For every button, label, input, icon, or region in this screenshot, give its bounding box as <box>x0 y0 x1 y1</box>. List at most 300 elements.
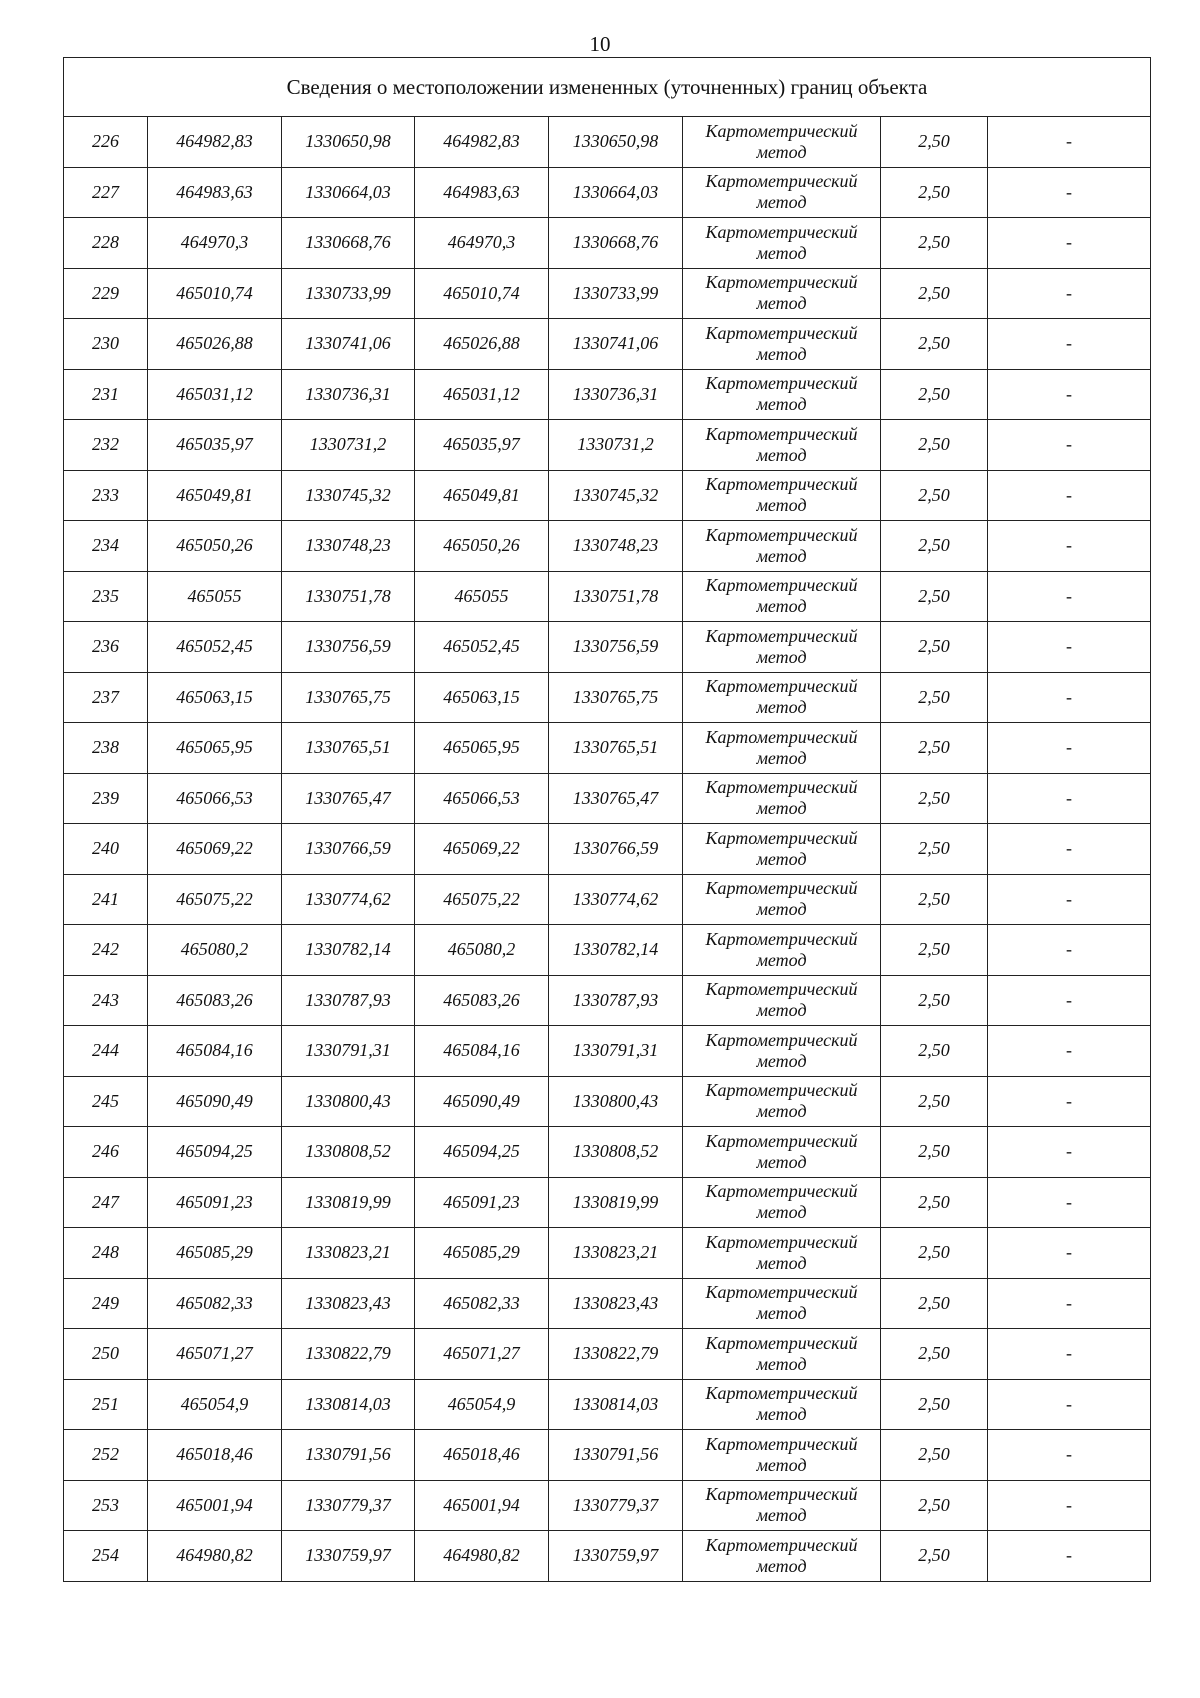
method-line-1: Картометрический <box>705 423 858 444</box>
table-row <box>64 672 1151 723</box>
description-cell: - <box>988 622 1151 673</box>
method-line-2: метод <box>756 1505 807 1526</box>
description-cell: - <box>988 824 1151 875</box>
y-existing-cell: 1330787,93 <box>282 975 415 1026</box>
y-existing-cell: 1330733,99 <box>282 268 415 319</box>
y-existing-cell: 1330782,14 <box>282 925 415 976</box>
accuracy-cell: 2,50 <box>881 369 988 420</box>
point-number-cell: 244 <box>64 1026 148 1077</box>
y-existing-cell: 1330668,76 <box>282 218 415 269</box>
table-row <box>64 1531 1151 1582</box>
y-new-cell: 1330774,62 <box>549 874 683 925</box>
table-row <box>64 773 1151 824</box>
x-existing-cell: 465094,25 <box>148 1127 282 1178</box>
x-new-cell: 465090,49 <box>415 1076 549 1127</box>
point-number-cell: 233 <box>64 470 148 521</box>
x-new-cell: 465071,27 <box>415 1329 549 1380</box>
description-cell: - <box>988 369 1151 420</box>
y-new-cell: 1330800,43 <box>549 1076 683 1127</box>
method-line-1: Картометрический <box>705 474 858 495</box>
point-number-cell: 237 <box>64 672 148 723</box>
accuracy-cell: 2,50 <box>881 470 988 521</box>
y-existing-cell: 1330741,06 <box>282 319 415 370</box>
table-row <box>64 1278 1151 1329</box>
y-existing-cell: 1330774,62 <box>282 874 415 925</box>
method-line-2: метод <box>756 1555 807 1576</box>
y-new-cell: 1330650,98 <box>549 117 683 168</box>
accuracy-cell: 2,50 <box>881 1076 988 1127</box>
x-existing-cell: 465031,12 <box>148 369 282 420</box>
y-existing-cell: 1330766,59 <box>282 824 415 875</box>
y-new-cell: 1330748,23 <box>549 521 683 572</box>
x-existing-cell: 465075,22 <box>148 874 282 925</box>
description-cell: - <box>988 773 1151 824</box>
point-number-cell: 254 <box>64 1531 148 1582</box>
accuracy-cell: 2,50 <box>881 824 988 875</box>
y-existing-cell: 1330751,78 <box>282 571 415 622</box>
method-line-1: Картометрический <box>705 1282 858 1303</box>
description-cell: - <box>988 723 1151 774</box>
y-new-cell: 1330756,59 <box>549 622 683 673</box>
y-existing-cell: 1330736,31 <box>282 369 415 420</box>
point-number-cell: 252 <box>64 1430 148 1481</box>
table-row <box>64 218 1151 269</box>
method-line-1: Картометрический <box>705 878 858 899</box>
point-number-cell: 236 <box>64 622 148 673</box>
y-new-cell: 1330765,75 <box>549 672 683 723</box>
method-line-1: Картометрический <box>705 1332 858 1353</box>
x-existing-cell: 464982,83 <box>148 117 282 168</box>
accuracy-cell: 2,50 <box>881 1329 988 1380</box>
point-number-cell: 253 <box>64 1480 148 1531</box>
method-line-1: Картометрический <box>705 625 858 646</box>
method-line-2: метод <box>756 1303 807 1324</box>
table-row <box>64 1379 1151 1430</box>
accuracy-cell: 2,50 <box>881 975 988 1026</box>
method-cell <box>683 672 881 723</box>
x-existing-cell: 465055 <box>148 571 282 622</box>
y-new-cell: 1330822,79 <box>549 1329 683 1380</box>
x-new-cell: 465049,81 <box>415 470 549 521</box>
accuracy-cell: 2,50 <box>881 218 988 269</box>
point-number-cell: 242 <box>64 925 148 976</box>
description-cell: - <box>988 1379 1151 1430</box>
description-cell: - <box>988 874 1151 925</box>
x-existing-cell: 465035,97 <box>148 420 282 471</box>
accuracy-cell: 2,50 <box>881 1379 988 1430</box>
y-existing-cell: 1330823,21 <box>282 1228 415 1279</box>
description-cell: - <box>988 1430 1151 1481</box>
point-number-cell: 243 <box>64 975 148 1026</box>
x-existing-cell: 465026,88 <box>148 319 282 370</box>
method-line-2: метод <box>756 1454 807 1475</box>
y-new-cell: 1330823,43 <box>549 1278 683 1329</box>
x-new-cell: 465075,22 <box>415 874 549 925</box>
method-cell <box>683 925 881 976</box>
y-existing-cell: 1330808,52 <box>282 1127 415 1178</box>
table-row <box>64 975 1151 1026</box>
method-line-1: Картометрический <box>705 777 858 798</box>
method-line-1: Картометрический <box>705 120 858 141</box>
y-existing-cell: 1330814,03 <box>282 1379 415 1430</box>
description-cell: - <box>988 268 1151 319</box>
y-new-cell: 1330791,31 <box>549 1026 683 1077</box>
table-row <box>64 571 1151 622</box>
y-new-cell: 1330787,93 <box>549 975 683 1026</box>
point-number-cell: 250 <box>64 1329 148 1380</box>
method-line-2: метод <box>756 545 807 566</box>
point-number-cell: 228 <box>64 218 148 269</box>
accuracy-cell: 2,50 <box>881 925 988 976</box>
accuracy-cell: 2,50 <box>881 874 988 925</box>
method-line-2: метод <box>756 1151 807 1172</box>
y-new-cell: 1330745,32 <box>549 470 683 521</box>
table-row <box>64 1127 1151 1178</box>
point-number-cell: 239 <box>64 773 148 824</box>
table-row <box>64 925 1151 976</box>
y-existing-cell: 1330731,2 <box>282 420 415 471</box>
accuracy-cell: 2,50 <box>881 622 988 673</box>
description-cell: - <box>988 1329 1151 1380</box>
method-line-1: Картометрический <box>705 827 858 848</box>
method-cell <box>683 1127 881 1178</box>
method-line-2: метод <box>756 1252 807 1273</box>
method-line-1: Картометрический <box>705 1080 858 1101</box>
method-cell <box>683 1329 881 1380</box>
method-line-1: Картометрический <box>705 221 858 242</box>
x-new-cell: 465063,15 <box>415 672 549 723</box>
accuracy-cell: 2,50 <box>881 723 988 774</box>
y-new-cell: 1330766,59 <box>549 824 683 875</box>
method-cell <box>683 218 881 269</box>
y-existing-cell: 1330819,99 <box>282 1177 415 1228</box>
method-cell <box>683 1076 881 1127</box>
y-new-cell: 1330779,37 <box>549 1480 683 1531</box>
x-new-cell: 465052,45 <box>415 622 549 673</box>
accuracy-cell: 2,50 <box>881 268 988 319</box>
x-existing-cell: 464983,63 <box>148 167 282 218</box>
method-line-1: Картометрический <box>705 373 858 394</box>
method-line-2: метод <box>756 596 807 617</box>
x-existing-cell: 465082,33 <box>148 1278 282 1329</box>
method-cell <box>683 369 881 420</box>
method-line-2: метод <box>756 192 807 213</box>
y-new-cell: 1330791,56 <box>549 1430 683 1481</box>
x-new-cell: 464983,63 <box>415 167 549 218</box>
y-new-cell: 1330741,06 <box>549 319 683 370</box>
x-existing-cell: 465065,95 <box>148 723 282 774</box>
x-existing-cell: 465080,2 <box>148 925 282 976</box>
accuracy-cell: 2,50 <box>881 319 988 370</box>
method-line-2: метод <box>756 1353 807 1374</box>
method-line-2: метод <box>756 798 807 819</box>
accuracy-cell: 2,50 <box>881 117 988 168</box>
y-existing-cell: 1330779,37 <box>282 1480 415 1531</box>
table-row <box>64 1076 1151 1127</box>
accuracy-cell: 2,50 <box>881 571 988 622</box>
method-cell <box>683 874 881 925</box>
method-cell <box>683 723 881 774</box>
x-new-cell: 465091,23 <box>415 1177 549 1228</box>
y-existing-cell: 1330745,32 <box>282 470 415 521</box>
x-existing-cell: 464980,82 <box>148 1531 282 1582</box>
point-number-cell: 247 <box>64 1177 148 1228</box>
accuracy-cell: 2,50 <box>881 1480 988 1531</box>
x-new-cell: 465050,26 <box>415 521 549 572</box>
table-row <box>64 622 1151 673</box>
description-cell: - <box>988 470 1151 521</box>
method-cell <box>683 824 881 875</box>
x-new-cell: 464970,3 <box>415 218 549 269</box>
method-line-1: Картометрический <box>705 1433 858 1454</box>
y-existing-cell: 1330765,75 <box>282 672 415 723</box>
x-existing-cell: 465054,9 <box>148 1379 282 1430</box>
method-line-1: Картометрический <box>705 322 858 343</box>
method-cell <box>683 117 881 168</box>
accuracy-cell: 2,50 <box>881 1177 988 1228</box>
y-existing-cell: 1330822,79 <box>282 1329 415 1380</box>
point-number-cell: 246 <box>64 1127 148 1178</box>
accuracy-cell: 2,50 <box>881 420 988 471</box>
method-line-2: метод <box>756 1101 807 1122</box>
table-row <box>64 268 1151 319</box>
x-existing-cell: 465049,81 <box>148 470 282 521</box>
x-existing-cell: 464970,3 <box>148 218 282 269</box>
x-existing-cell: 465091,23 <box>148 1177 282 1228</box>
accuracy-cell: 2,50 <box>881 167 988 218</box>
y-existing-cell: 1330664,03 <box>282 167 415 218</box>
x-new-cell: 464982,83 <box>415 117 549 168</box>
method-line-2: метод <box>756 949 807 970</box>
y-existing-cell: 1330823,43 <box>282 1278 415 1329</box>
table-row <box>64 319 1151 370</box>
point-number-cell: 249 <box>64 1278 148 1329</box>
y-new-cell: 1330664,03 <box>549 167 683 218</box>
method-cell <box>683 1430 881 1481</box>
method-line-1: Картометрический <box>705 1383 858 1404</box>
method-cell <box>683 420 881 471</box>
description-cell: - <box>988 1531 1151 1582</box>
method-line-1: Картометрический <box>705 979 858 1000</box>
method-line-1: Картометрический <box>705 928 858 949</box>
x-new-cell: 465026,88 <box>415 319 549 370</box>
description-cell: - <box>988 319 1151 370</box>
x-existing-cell: 465066,53 <box>148 773 282 824</box>
method-line-1: Картометрический <box>705 524 858 545</box>
x-existing-cell: 465085,29 <box>148 1228 282 1279</box>
description-cell: - <box>988 1076 1151 1127</box>
method-line-2: метод <box>756 444 807 465</box>
method-cell <box>683 1531 881 1582</box>
x-existing-cell: 465001,94 <box>148 1480 282 1531</box>
method-line-1: Картометрический <box>705 676 858 697</box>
table-title: Сведения о местоположении измененных (уточненных) границ объекта <box>64 58 1151 117</box>
table-row <box>64 521 1151 572</box>
y-existing-cell: 1330791,56 <box>282 1430 415 1481</box>
x-existing-cell: 465071,27 <box>148 1329 282 1380</box>
method-cell <box>683 1026 881 1077</box>
y-existing-cell: 1330748,23 <box>282 521 415 572</box>
y-new-cell: 1330668,76 <box>549 218 683 269</box>
y-existing-cell: 1330650,98 <box>282 117 415 168</box>
x-existing-cell: 465069,22 <box>148 824 282 875</box>
accuracy-cell: 2,50 <box>881 773 988 824</box>
method-line-2: метод <box>756 1404 807 1425</box>
point-number-cell: 248 <box>64 1228 148 1279</box>
table-row <box>64 1228 1151 1279</box>
description-cell: - <box>988 1480 1151 1531</box>
x-existing-cell: 465063,15 <box>148 672 282 723</box>
method-line-2: метод <box>756 343 807 364</box>
point-number-cell: 238 <box>64 723 148 774</box>
y-existing-cell: 1330791,31 <box>282 1026 415 1077</box>
method-line-2: метод <box>756 242 807 263</box>
point-number-cell: 251 <box>64 1379 148 1430</box>
x-new-cell: 465001,94 <box>415 1480 549 1531</box>
table-row <box>64 117 1151 168</box>
method-line-1: Картометрический <box>705 1029 858 1050</box>
method-cell <box>683 167 881 218</box>
description-cell: - <box>988 167 1151 218</box>
x-existing-cell: 465084,16 <box>148 1026 282 1077</box>
x-existing-cell: 465018,46 <box>148 1430 282 1481</box>
x-existing-cell: 465010,74 <box>148 268 282 319</box>
y-new-cell: 1330814,03 <box>549 1379 683 1430</box>
table-row <box>64 1177 1151 1228</box>
y-new-cell: 1330751,78 <box>549 571 683 622</box>
x-new-cell: 465018,46 <box>415 1430 549 1481</box>
y-existing-cell: 1330756,59 <box>282 622 415 673</box>
table-row <box>64 824 1151 875</box>
method-cell <box>683 268 881 319</box>
y-new-cell: 1330731,2 <box>549 420 683 471</box>
description-cell: - <box>988 925 1151 976</box>
point-number-cell: 231 <box>64 369 148 420</box>
table-row <box>64 1480 1151 1531</box>
method-line-1: Картометрический <box>705 1534 858 1555</box>
y-new-cell: 1330733,99 <box>549 268 683 319</box>
y-new-cell: 1330823,21 <box>549 1228 683 1279</box>
accuracy-cell: 2,50 <box>881 1531 988 1582</box>
method-cell <box>683 319 881 370</box>
point-number-cell: 226 <box>64 117 148 168</box>
x-existing-cell: 465052,45 <box>148 622 282 673</box>
method-cell <box>683 622 881 673</box>
x-new-cell: 465066,53 <box>415 773 549 824</box>
table-row <box>64 1329 1151 1380</box>
accuracy-cell: 2,50 <box>881 1430 988 1481</box>
accuracy-cell: 2,50 <box>881 1127 988 1178</box>
point-number-cell: 232 <box>64 420 148 471</box>
description-cell: - <box>988 1127 1151 1178</box>
table-row <box>64 167 1151 218</box>
method-cell <box>683 571 881 622</box>
accuracy-cell: 2,50 <box>881 672 988 723</box>
method-line-2: метод <box>756 141 807 162</box>
method-line-1: Картометрический <box>705 272 858 293</box>
x-existing-cell: 465050,26 <box>148 521 282 572</box>
y-new-cell: 1330819,99 <box>549 1177 683 1228</box>
description-cell: - <box>988 1228 1151 1279</box>
point-number-cell: 230 <box>64 319 148 370</box>
y-existing-cell: 1330765,47 <box>282 773 415 824</box>
x-new-cell: 465010,74 <box>415 268 549 319</box>
description-cell: - <box>988 975 1151 1026</box>
x-new-cell: 465082,33 <box>415 1278 549 1329</box>
method-line-1: Картометрический <box>705 1231 858 1252</box>
method-cell <box>683 975 881 1026</box>
method-cell <box>683 470 881 521</box>
y-new-cell: 1330765,47 <box>549 773 683 824</box>
table-row <box>64 1430 1151 1481</box>
method-line-1: Картометрический <box>705 1181 858 1202</box>
y-new-cell: 1330759,97 <box>549 1531 683 1582</box>
method-line-1: Картометрический <box>705 1130 858 1151</box>
description-cell: - <box>988 1278 1151 1329</box>
x-existing-cell: 465083,26 <box>148 975 282 1026</box>
point-number-cell: 241 <box>64 874 148 925</box>
method-line-2: метод <box>756 899 807 920</box>
method-cell <box>683 1379 881 1430</box>
method-line-2: метод <box>756 1050 807 1071</box>
y-new-cell: 1330808,52 <box>549 1127 683 1178</box>
x-existing-cell: 465090,49 <box>148 1076 282 1127</box>
point-number-cell: 235 <box>64 571 148 622</box>
x-new-cell: 465035,97 <box>415 420 549 471</box>
table-row <box>64 874 1151 925</box>
method-line-2: метод <box>756 1202 807 1223</box>
point-number-cell: 229 <box>64 268 148 319</box>
method-line-2: метод <box>756 394 807 415</box>
method-cell <box>683 521 881 572</box>
x-new-cell: 465054,9 <box>415 1379 549 1430</box>
accuracy-cell: 2,50 <box>881 1026 988 1077</box>
x-new-cell: 465083,26 <box>415 975 549 1026</box>
page-number: 10 <box>589 32 611 56</box>
method-line-2: метод <box>756 848 807 869</box>
table-row <box>64 369 1151 420</box>
y-new-cell: 1330736,31 <box>549 369 683 420</box>
method-line-2: метод <box>756 747 807 768</box>
table-row <box>64 470 1151 521</box>
method-cell <box>683 1177 881 1228</box>
x-new-cell: 465085,29 <box>415 1228 549 1279</box>
accuracy-cell: 2,50 <box>881 1278 988 1329</box>
description-cell: - <box>988 117 1151 168</box>
method-line-2: метод <box>756 697 807 718</box>
accuracy-cell: 2,50 <box>881 521 988 572</box>
method-line-2: метод <box>756 646 807 667</box>
x-new-cell: 464980,82 <box>415 1531 549 1582</box>
point-number-cell: 240 <box>64 824 148 875</box>
method-line-2: метод <box>756 495 807 516</box>
description-cell: - <box>988 672 1151 723</box>
description-cell: - <box>988 1026 1151 1077</box>
y-existing-cell: 1330765,51 <box>282 723 415 774</box>
method-line-1: Картометрический <box>705 171 858 192</box>
method-line-2: метод <box>756 1000 807 1021</box>
method-line-1: Картометрический <box>705 575 858 596</box>
x-new-cell: 465094,25 <box>415 1127 549 1178</box>
x-new-cell: 465055 <box>415 571 549 622</box>
table-row <box>64 420 1151 471</box>
boundary-coordinates-table <box>63 57 1151 1582</box>
method-line-1: Картометрический <box>705 1484 858 1505</box>
table-row <box>64 1026 1151 1077</box>
method-cell <box>683 1278 881 1329</box>
method-line-2: метод <box>756 293 807 314</box>
method-cell <box>683 773 881 824</box>
